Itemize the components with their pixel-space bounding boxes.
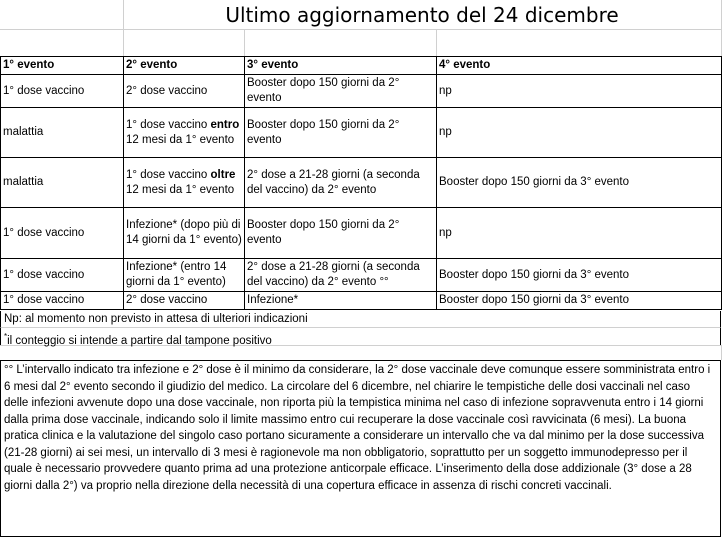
asterisk-mark: * xyxy=(4,332,8,341)
table-cell[interactable]: 1° dose vaccino xyxy=(1,208,124,259)
footnote-asterisk[interactable] xyxy=(0,328,721,345)
table-cell[interactable]: Booster dopo 150 giorni da 2° evento xyxy=(245,75,437,108)
table-cell[interactable]: malattia xyxy=(1,108,124,158)
gridline xyxy=(436,30,437,56)
events-table xyxy=(0,56,722,310)
table-cell[interactable]: 2° dose vaccino xyxy=(124,75,245,108)
table-cell[interactable] xyxy=(124,158,245,208)
cell-text: 12 mesi da 1° evento xyxy=(126,183,235,196)
table-row xyxy=(1,108,722,158)
table-cell[interactable]: 2° dose vaccino xyxy=(124,292,245,310)
footnote-np[interactable]: Np: al momento non previsto in attesa di ulteriori indicazioni xyxy=(0,311,721,328)
table-row xyxy=(1,158,722,208)
gridline xyxy=(244,30,245,56)
table-row xyxy=(1,259,722,292)
table-cell[interactable]: 2° dose a 21-28 giorni (a seconda del vaccino) da 2° evento °° xyxy=(245,259,437,292)
table-cell[interactable]: np xyxy=(437,208,722,259)
table-cell[interactable] xyxy=(124,108,245,158)
header-cell[interactable]: 3° evento xyxy=(245,57,437,75)
table-cell[interactable]: np xyxy=(437,108,722,158)
header-cell[interactable]: 2° evento xyxy=(124,57,245,75)
table-cell[interactable]: 1° dose vaccino xyxy=(1,292,124,310)
footnote-asterisk-text: il conteggio si intende a partire dal tampone positivo xyxy=(7,334,272,347)
header-cell[interactable]: 4° evento xyxy=(437,57,722,75)
table-row xyxy=(1,292,722,310)
cell-text: 1° dose vaccino xyxy=(126,118,211,131)
table-cell[interactable]: Infezione* xyxy=(245,292,437,310)
long-note-cell[interactable]: °° L’intervallo indicato tra infezione e 2° dose è il minimo da considerare, la 2° dose vaccinale deve comunque essere somministrata entro i 6 mesi dal 2° evento secondo il giudizio del medico. La circolare del 6 dicembre, nel chiarire le tempistiche delle dosi vaccinali nel caso delle infezioni avvenute dopo una dose vaccinale, non riporta più la tempistica minima nel caso di infezione sopravvenuta entro i 14 giorni dalla prima dose vaccinale, indicando solo il limite massimo entro cui recuperare la dose vaccinale così ravvicinata (6 mesi). La buona pratica clinica e la valutazione del singolo caso portano sicuramente a considerare un intervallo che va dal minimo per la dose successiva (21-28 giorni) ai sei mesi, un intervallo di 3 mesi è ragionevole ma non obbligatorio, soprattutto per un soggetto immunodepresso per il quale è necessario provvedere quanto prima ad una protezione anticorpale efficace. L’inserimento della dose addizionale (3° dose a 28 giorni dalla 2°) va proprio nella direzione della necessità di una copertura efficace in assenza di rischi concreti vaccinali. xyxy=(0,360,721,537)
table-cell[interactable]: 1° dose vaccino xyxy=(1,75,124,108)
cell-text: 1° dose vaccino xyxy=(126,168,211,181)
table-cell[interactable]: Infezione* (dopo più di 14 giorni da 1° evento) xyxy=(124,208,245,259)
table-cell[interactable]: Infezione* (entro 14 giorni da 1° evento) xyxy=(124,259,245,292)
table-cell[interactable]: Booster dopo 150 giorni da 2° evento xyxy=(245,208,437,259)
table-cell[interactable]: 2° dose a 21-28 giorni (a seconda del vaccino) da 2° evento xyxy=(245,158,437,208)
cell-text-bold: entro xyxy=(210,118,240,131)
page-title: Ultimo aggiornamento del 24 dicembre xyxy=(225,3,619,27)
header-cell[interactable]: 1° evento xyxy=(1,57,124,75)
table-cell[interactable]: Booster dopo 150 giorni da 3° evento xyxy=(437,292,722,310)
table-cell[interactable]: Booster dopo 150 giorni da 3° evento xyxy=(437,158,722,208)
cell-text-bold: oltre xyxy=(210,168,236,181)
table-cell[interactable]: np xyxy=(437,75,722,108)
table-cell[interactable]: malattia xyxy=(1,158,124,208)
table-cell[interactable]: Booster dopo 150 giorni da 3° evento xyxy=(437,259,722,292)
table-row xyxy=(1,208,722,259)
cell-text: 12 mesi da 1° evento xyxy=(126,133,235,146)
table-row xyxy=(1,75,722,108)
table-header-row xyxy=(1,57,722,75)
table-cell[interactable]: Booster dopo 150 giorni da 2° evento xyxy=(245,108,437,158)
table-cell[interactable]: 1° dose vaccino xyxy=(1,259,124,292)
